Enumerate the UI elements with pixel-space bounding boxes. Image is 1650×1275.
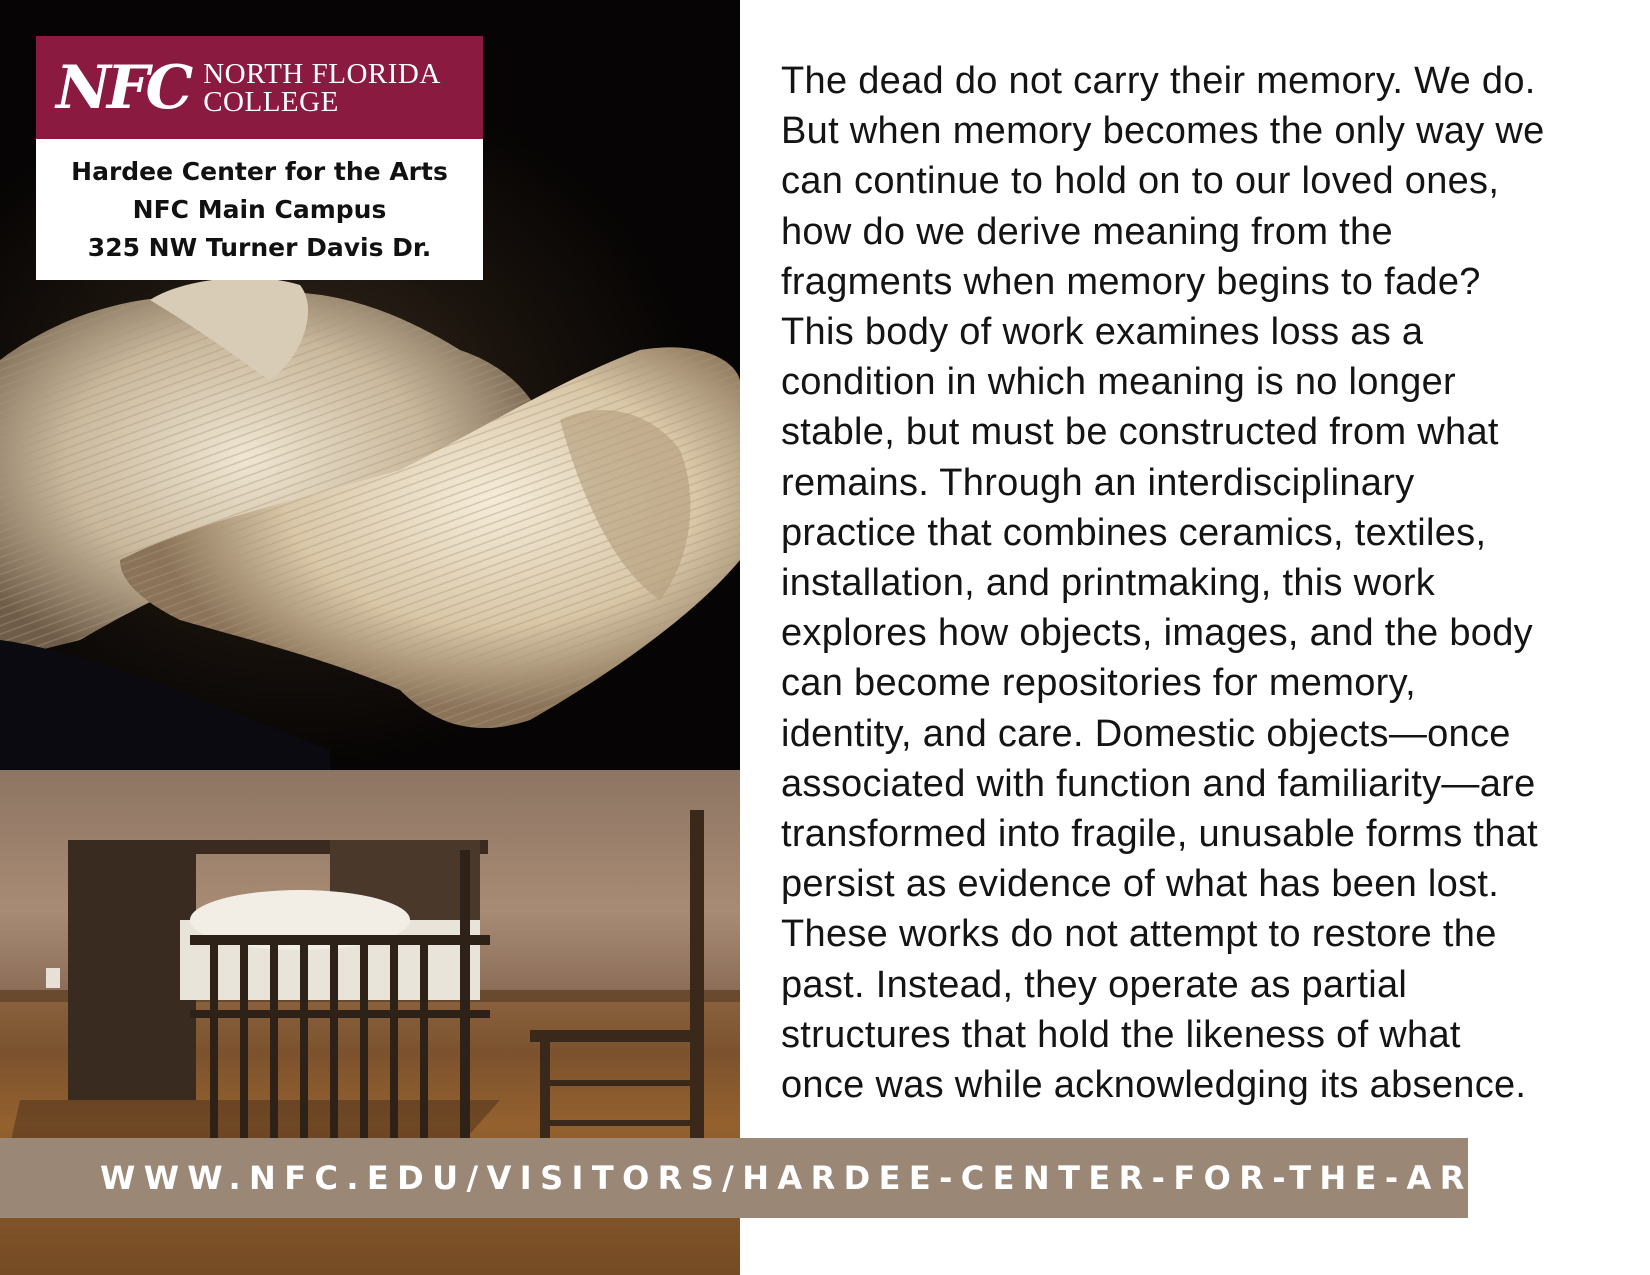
statement-line: The dead do not carry their memory. We do. [781,60,1536,102]
venue-name: Hardee Center for the Arts [71,157,448,186]
statement-line: practice that combines ceramics, textiles, [781,511,1487,554]
statement-line: fragments when memory begins to fade? [781,260,1481,303]
statement-line: past. Instead, they operate as partial [781,963,1408,1006]
artist-statement [781,56,1631,1110]
statement-line: how do we derive meaning from the [781,210,1393,253]
statement-line: explores how objects, images, and the body [781,612,1533,655]
statement-line: These works do not attempt to restore the [781,913,1497,956]
url-banner [0,1138,1554,1218]
website-url: WWW.NFC.EDU/VISITORS/HARDEE-CENTER-FOR-THE-ARTS/ [100,1159,1554,1197]
venue-address [36,139,483,267]
statement-line: This body of work examines loss as a [781,311,1424,354]
college-name [203,57,441,118]
logo-address-card [36,36,483,280]
nfc-logo-mark: NFC [56,52,190,123]
statement-line: once was while acknowledging its absence. [781,1064,1527,1107]
campus-name: NFC Main Campus [132,195,387,224]
statement-line: can become repositories for memory, [781,662,1416,705]
statement-line: condition in which meaning is no longer [781,361,1456,404]
statement-line: can continue to hold on to our loved ones, [781,160,1500,203]
college-name-line1: NORTH FLORIDA [203,57,441,90]
statement-line: But when memory becomes the only way we [781,110,1545,153]
statement-line: associated with function and familiarity—are [781,762,1536,805]
college-logo [36,36,483,139]
statement-line: remains. Through an interdisciplinary [781,461,1415,504]
statement-line: installation, and printmaking, this work [781,562,1436,605]
statement-line: identity, and care. Domestic objects—once [781,712,1511,755]
statement-line: structures that hold the likeness of what [781,1013,1461,1056]
statement-line: persist as evidence of what has been lost. [781,863,1500,906]
statement-line: stable, but must be constructed from what [781,411,1499,454]
street-address: 325 NW Turner Davis Dr. [87,233,432,262]
statement-line: transformed into fragile, unusable forms that [781,813,1538,856]
college-name-line2: COLLEGE [203,85,339,118]
